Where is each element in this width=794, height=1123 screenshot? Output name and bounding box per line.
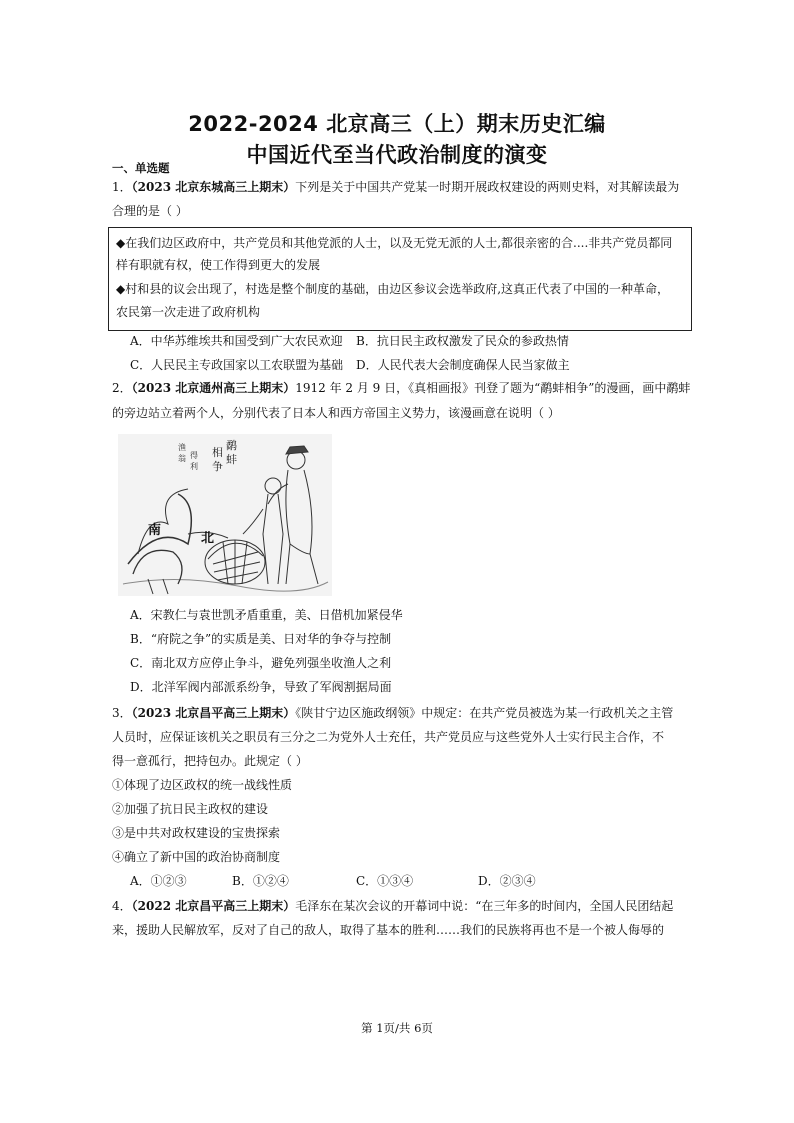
option-c[interactable]: C．人民民主专政国家以工农联盟为基础 [130,358,344,372]
question-3-line-1: 3．（2023 北京昌平高三上期末）《陕甘宁边区施政纲领》中规定：在共产党员被选为某一行政机关之主管 [112,706,674,720]
question-3-source: （2023 北京昌平高三上期末） [131,706,296,720]
option-a[interactable]: A．中华苏维埃共和国受到广大农民欢迎 [130,334,343,348]
cartoon-illustration [118,434,332,596]
statement-item: ②加强了抗日民主政权的建设 [112,802,269,816]
statement-item: ④确立了新中国的政治协商制度 [112,850,281,864]
document-title: 2022-2024 北京高三（上）期末历史汇编 [188,112,606,136]
svg-text:利: 利 [190,462,198,471]
option-a[interactable]: A．①②③ [130,874,187,888]
question-3-line-3: 得一意孤行，把持包办。此规定（ ） [112,754,308,768]
svg-text:渔: 渔 [178,443,186,452]
question-2-source: （2023 北京通州高三上期末） [131,381,296,395]
source-material-line: 农民第一次走进了政府机构 [116,305,261,319]
option-d[interactable]: D．②③④ [478,874,536,888]
source-material-line: ◆在我们边区政府中，共产党员和其他党派的人士，以及无党无派的人士,都很亲密的合....非共产党员都同 [116,236,673,250]
option-b[interactable]: B．抗日民主政权激发了民众的参政热情 [356,334,569,348]
source-material-line: 样有职就有权，使工作得到更大的发展 [116,258,321,272]
option-c[interactable]: C．南北双方应停止争斗，避免列强坐收渔人之利 [130,656,392,670]
svg-text:争: 争 [212,460,223,473]
question-2-line-1: 2．（2023 北京通州高三上期末）1912 年 2 月 9 日，《真相画报》刊登了题为“鹬蚌相争”的漫画，画中鹬蚌 [112,381,691,395]
statement-item: ①体现了边区政权的统一战线性质 [112,778,293,792]
option-b[interactable]: B．①②④ [232,874,289,888]
question-1-line-1: 1．（2023 北京东城高三上期末）下列是关于中国共产党某一时期开展政权建设的两则史料，对其解读最为 [112,180,680,194]
question-3-line-2: 人员时，应保证该机关之职员有三分之二为党外人士充任，共产党员应与这些党外人士实行民主合作，不 [112,730,665,744]
svg-text:北: 北 [201,531,215,546]
svg-text:鹬: 鹬 [226,439,237,452]
svg-text:翁: 翁 [178,454,186,463]
option-b[interactable]: B．“府院之争”的实质是美、日对华的争夺与控制 [130,632,392,646]
svg-text:得: 得 [190,451,198,460]
question-4-line-1: 4．（2022 北京昌平高三上期末）毛泽东在某次会议的开幕词中说：“在三年多的时间内，全国人民团结起 [112,899,674,913]
source-material-line: ◆村和县的议会出现了，村选是整个制度的基础，由边区参议会选举政府,这真正代表了中国的一种革命， [116,282,670,296]
question-1-line-2: 合理的是（ ） [112,204,188,218]
svg-text:相: 相 [212,446,223,459]
statement-item: ③是中共对政权建设的宝贵探索 [112,826,281,840]
option-d[interactable]: D．北洋军阀内部派系纷争，导致了军阀割据局面 [130,680,392,694]
svg-text:蚌: 蚌 [226,453,237,466]
svg-text:南: 南 [148,523,162,538]
page-footer: 第 1页/共 6页 [361,1021,433,1035]
option-a[interactable]: A．宋教仁与袁世凯矛盾重重，美、日借机加紧侵华 [130,608,403,622]
section-heading: 一、单选题 [112,161,170,175]
option-d[interactable]: D．人民代表大会制度确保人民当家做主 [356,358,570,372]
question-2-line-2: 的旁边站立着两个人，分别代表了日本人和西方帝国主义势力，该漫画意在说明（ ） [112,406,560,420]
question-4-source: （2022 北京昌平高三上期末） [131,899,296,913]
question-1-source: （2023 北京东城高三上期末） [131,180,296,194]
option-c[interactable]: C．①③④ [356,874,414,888]
document-subtitle: 中国近代至当代政治制度的演变 [246,143,548,167]
question-4-line-2: 来，援助人民解放军，反对了自己的敌人，取得了基本的胜利……我们的民族将再也不是一个被人侮辱的 [112,923,665,937]
